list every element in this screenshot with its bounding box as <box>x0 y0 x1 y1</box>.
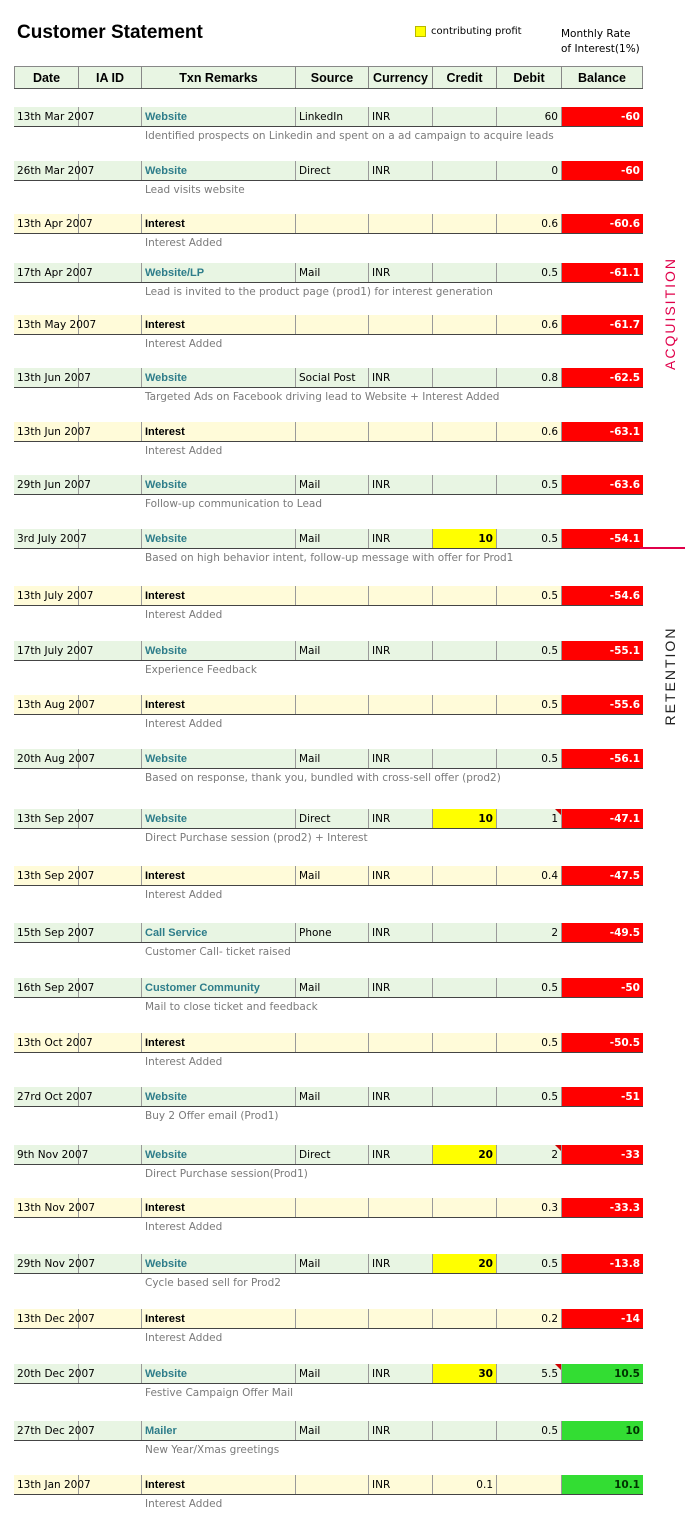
date-cell: 15th Sep 2007 <box>14 923 79 942</box>
source-cell: Mail <box>296 1087 369 1106</box>
credit-cell: 30 <box>433 1364 497 1383</box>
row-remark: Interest Added <box>145 237 223 249</box>
debit-cell: 0.5 <box>497 263 562 282</box>
currency-cell: INR <box>369 1254 433 1273</box>
credit-cell <box>433 107 497 126</box>
debit-cell: 0.5 <box>497 695 562 714</box>
debit-cell: 0.5 <box>497 1033 562 1052</box>
debit-cell: 0.8 <box>497 368 562 387</box>
source-cell: Mail <box>296 1421 369 1440</box>
ia-id-cell <box>79 107 142 126</box>
date-cell: 9th Nov 2007 <box>14 1145 79 1164</box>
source-cell <box>296 1309 369 1328</box>
ia-id-cell <box>79 368 142 387</box>
row-remark: New Year/Xmas greetings <box>145 1444 280 1456</box>
balance-cell: 10.5 <box>562 1364 643 1383</box>
currency-cell <box>369 422 433 441</box>
legend-label: contributing profit <box>431 26 522 37</box>
table-row <box>14 263 643 283</box>
txn-cell: Interest <box>142 1033 296 1052</box>
source-cell: Direct <box>296 161 369 180</box>
ia-id-cell <box>79 866 142 885</box>
ia-id-cell <box>79 695 142 714</box>
date-cell: 20th Aug 2007 <box>14 749 79 768</box>
txn-cell: Interest <box>142 1475 296 1494</box>
row-remark: Direct Purchase session(Prod1) <box>145 1168 308 1180</box>
debit-cell: 0.5 <box>497 1254 562 1273</box>
currency-cell: INR <box>369 368 433 387</box>
table-row <box>14 1309 643 1329</box>
debit-cell: 60 <box>497 107 562 126</box>
credit-cell: 0.1 <box>433 1475 497 1494</box>
txn-cell: Interest <box>142 866 296 885</box>
credit-cell <box>433 214 497 233</box>
debit-cell: 0.2 <box>497 1309 562 1328</box>
balance-cell: -60 <box>562 107 643 126</box>
balance-cell: -61.7 <box>562 315 643 334</box>
date-cell: 27th Dec 2007 <box>14 1421 79 1440</box>
table-row <box>14 695 643 715</box>
txn-cell: Interest <box>142 214 296 233</box>
rate-note <box>561 27 640 57</box>
txn-cell: Website <box>142 368 296 387</box>
txn-cell: Website <box>142 749 296 768</box>
table-row <box>14 529 643 549</box>
row-remark: Interest Added <box>145 1221 223 1233</box>
balance-cell: -33.3 <box>562 1198 643 1217</box>
currency-cell <box>369 214 433 233</box>
header-source: Source <box>296 67 369 88</box>
txn-cell: Website <box>142 475 296 494</box>
table-row <box>14 1087 643 1107</box>
date-cell: 20th Dec 2007 <box>14 1364 79 1383</box>
txn-cell: Website <box>142 1364 296 1383</box>
balance-cell: 10 <box>562 1421 643 1440</box>
credit-cell <box>433 749 497 768</box>
date-cell: 13th Apr 2007 <box>14 214 79 233</box>
txn-cell: Website <box>142 1087 296 1106</box>
row-remark: Cycle based sell for Prod2 <box>145 1277 281 1289</box>
table-row <box>14 161 643 181</box>
balance-cell: -13.8 <box>562 1254 643 1273</box>
balance-cell: -47.1 <box>562 809 643 828</box>
date-cell: 13th Nov 2007 <box>14 1198 79 1217</box>
table-row <box>14 978 643 998</box>
ia-id-cell <box>79 749 142 768</box>
credit-cell <box>433 1033 497 1052</box>
table-row <box>14 809 643 829</box>
currency-cell: INR <box>369 809 433 828</box>
source-cell <box>296 1475 369 1494</box>
txn-cell: Interest <box>142 1309 296 1328</box>
credit-cell: 20 <box>433 1145 497 1164</box>
txn-cell: Website <box>142 529 296 548</box>
legend <box>415 26 522 37</box>
date-cell: 13th May 2007 <box>14 315 79 334</box>
debit-cell: 0.5 <box>497 641 562 660</box>
source-cell: Mail <box>296 749 369 768</box>
table-row <box>14 107 643 127</box>
table-row <box>14 1033 643 1053</box>
rate-note-line2: of Interest(1%) <box>561 43 640 55</box>
ia-id-cell <box>79 422 142 441</box>
balance-cell: -47.5 <box>562 866 643 885</box>
header-currency: Currency <box>369 67 433 88</box>
txn-cell: Website <box>142 1254 296 1273</box>
currency-cell <box>369 315 433 334</box>
row-remark: Identified prospects on Linkedin and spent on a ad campaign to acquire leads <box>145 130 554 142</box>
ia-id-cell <box>79 1254 142 1273</box>
row-remark: Follow-up communication to Lead <box>145 498 323 510</box>
ia-id-cell <box>79 586 142 605</box>
source-cell: Social Post <box>296 368 369 387</box>
table-row <box>14 1364 643 1384</box>
ia-id-cell <box>79 315 142 334</box>
balance-cell: -60.6 <box>562 214 643 233</box>
row-remark: Experience Feedback <box>145 664 257 676</box>
date-cell: 13th Aug 2007 <box>14 695 79 714</box>
row-remark: Based on high behavior intent, follow-up message with offer for Prod1 <box>145 552 514 564</box>
balance-cell: -56.1 <box>562 749 643 768</box>
row-remark: Lead visits website <box>145 184 245 196</box>
row-remark: Targeted Ads on Facebook driving lead to Website + Interest Added <box>145 391 500 403</box>
source-cell: Phone <box>296 923 369 942</box>
currency-cell: INR <box>369 749 433 768</box>
credit-cell <box>433 1421 497 1440</box>
ia-id-cell <box>79 1198 142 1217</box>
date-cell: 13th Mar 2007 <box>14 107 79 126</box>
table-row <box>14 1421 643 1441</box>
rate-note-line1: Monthly Rate <box>561 28 631 40</box>
txn-cell: Mailer <box>142 1421 296 1440</box>
source-cell: Mail <box>296 1254 369 1273</box>
currency-cell <box>369 1309 433 1328</box>
row-remark: Customer Call- ticket raised <box>145 946 291 958</box>
currency-cell: INR <box>369 978 433 997</box>
ia-id-cell <box>79 1145 142 1164</box>
credit-cell <box>433 695 497 714</box>
debit-cell: 1 <box>497 809 562 828</box>
debit-cell: 0.5 <box>497 749 562 768</box>
table-row <box>14 641 643 661</box>
ia-id-cell <box>79 214 142 233</box>
balance-cell: -55.6 <box>562 695 643 714</box>
balance-cell: -33 <box>562 1145 643 1164</box>
date-cell: 13th Sep 2007 <box>14 809 79 828</box>
debit-cell: 0.6 <box>497 422 562 441</box>
date-cell: 13th July 2007 <box>14 586 79 605</box>
source-cell <box>296 695 369 714</box>
debit-cell: 0.3 <box>497 1198 562 1217</box>
row-remark: Festive Campaign Offer Mail <box>145 1387 294 1399</box>
debit-cell: 0.5 <box>497 475 562 494</box>
row-remark: Mail to close ticket and feedback <box>145 1001 318 1013</box>
currency-cell: INR <box>369 866 433 885</box>
row-remark: Interest Added <box>145 609 223 621</box>
txn-cell: Call Service <box>142 923 296 942</box>
txn-cell: Customer Community <box>142 978 296 997</box>
currency-cell: INR <box>369 107 433 126</box>
balance-cell: -54.6 <box>562 586 643 605</box>
date-cell: 13th Jan 2007 <box>14 1475 79 1494</box>
currency-cell <box>369 695 433 714</box>
credit-cell <box>433 586 497 605</box>
currency-cell <box>369 1198 433 1217</box>
ia-id-cell <box>79 1421 142 1440</box>
table-row <box>14 1475 643 1495</box>
table-row <box>14 923 643 943</box>
credit-cell <box>433 641 497 660</box>
debit-cell: 5.5 <box>497 1364 562 1383</box>
debit-cell: 2 <box>497 1145 562 1164</box>
currency-cell: INR <box>369 161 433 180</box>
credit-cell: 20 <box>433 1254 497 1273</box>
ia-id-cell <box>79 263 142 282</box>
balance-cell: 10.1 <box>562 1475 643 1494</box>
row-remark: Interest Added <box>145 718 223 730</box>
txn-cell: Interest <box>142 695 296 714</box>
table-row <box>14 368 643 388</box>
table-header <box>14 66 643 89</box>
legend-swatch <box>415 26 426 37</box>
balance-cell: -54.1 <box>562 529 643 548</box>
currency-cell: INR <box>369 475 433 494</box>
source-cell: Direct <box>296 809 369 828</box>
source-cell: Mail <box>296 978 369 997</box>
currency-cell: INR <box>369 1364 433 1383</box>
ia-id-cell <box>79 1475 142 1494</box>
row-remark: Interest Added <box>145 889 223 901</box>
txn-cell: Website <box>142 641 296 660</box>
header-debit: Debit <box>497 67 562 88</box>
table-row <box>14 1254 643 1274</box>
balance-cell: -49.5 <box>562 923 643 942</box>
source-cell: Mail <box>296 475 369 494</box>
source-cell: Mail <box>296 1364 369 1383</box>
row-remark: Interest Added <box>145 1056 223 1068</box>
table-row <box>14 422 643 442</box>
debit-cell: 0.5 <box>497 978 562 997</box>
row-remark: Lead is invited to the product page (prod1) for interest generation <box>145 286 493 298</box>
header-credit: Credit <box>433 67 497 88</box>
ia-id-cell <box>79 641 142 660</box>
currency-cell: INR <box>369 923 433 942</box>
txn-cell: Website <box>142 107 296 126</box>
table-row <box>14 315 643 335</box>
txn-cell: Interest <box>142 1198 296 1217</box>
source-cell <box>296 315 369 334</box>
acquisition-label: ACQUISITION <box>662 256 678 370</box>
retention-label: RETENTION <box>662 626 678 726</box>
date-cell: 16th Sep 2007 <box>14 978 79 997</box>
currency-cell <box>369 586 433 605</box>
credit-cell <box>433 1087 497 1106</box>
source-cell: Mail <box>296 263 369 282</box>
source-cell: Mail <box>296 641 369 660</box>
balance-cell: -60 <box>562 161 643 180</box>
header-date: Date <box>14 67 79 88</box>
row-remark: Interest Added <box>145 338 223 350</box>
credit-cell <box>433 978 497 997</box>
header-balance: Balance <box>562 67 643 88</box>
credit-cell <box>433 1309 497 1328</box>
txn-cell: Interest <box>142 315 296 334</box>
source-cell <box>296 586 369 605</box>
source-cell: LinkedIn <box>296 107 369 126</box>
txn-cell: Website <box>142 809 296 828</box>
source-cell: Direct <box>296 1145 369 1164</box>
credit-cell <box>433 866 497 885</box>
date-cell: 26th Mar 2007 <box>14 161 79 180</box>
currency-cell <box>369 1033 433 1052</box>
table-row <box>14 1145 643 1165</box>
credit-cell <box>433 368 497 387</box>
date-cell: 3rd July 2007 <box>14 529 79 548</box>
date-cell: 13th Oct 2007 <box>14 1033 79 1052</box>
balance-cell: -63.1 <box>562 422 643 441</box>
balance-cell: -51 <box>562 1087 643 1106</box>
txn-cell: Website <box>142 1145 296 1164</box>
header-ia-id: IA ID <box>79 67 142 88</box>
source-cell <box>296 214 369 233</box>
ia-id-cell <box>79 475 142 494</box>
row-remark: Interest Added <box>145 1498 223 1510</box>
row-remark: Buy 2 Offer email (Prod1) <box>145 1110 279 1122</box>
balance-cell: -14 <box>562 1309 643 1328</box>
debit-cell: 0.5 <box>497 586 562 605</box>
date-cell: 13th Jun 2007 <box>14 422 79 441</box>
phase-divider <box>640 547 685 549</box>
date-cell: 17th July 2007 <box>14 641 79 660</box>
debit-cell: 0.5 <box>497 529 562 548</box>
balance-cell: -55.1 <box>562 641 643 660</box>
currency-cell: INR <box>369 641 433 660</box>
credit-cell <box>433 263 497 282</box>
page-title: Customer Statement <box>17 22 203 43</box>
credit-cell <box>433 475 497 494</box>
table-row <box>14 1198 643 1218</box>
credit-cell <box>433 923 497 942</box>
row-remark: Based on response, thank you, bundled with cross-sell offer (prod2) <box>145 772 501 784</box>
debit-cell: 2 <box>497 923 562 942</box>
table-row <box>14 866 643 886</box>
debit-cell: 0.5 <box>497 1421 562 1440</box>
txn-cell: Interest <box>142 586 296 605</box>
ia-id-cell <box>79 529 142 548</box>
txn-cell: Interest <box>142 422 296 441</box>
balance-cell: -62.5 <box>562 368 643 387</box>
source-cell: Mail <box>296 866 369 885</box>
ia-id-cell <box>79 978 142 997</box>
table-row <box>14 214 643 234</box>
credit-cell: 10 <box>433 529 497 548</box>
table-row <box>14 475 643 495</box>
credit-cell <box>433 1198 497 1217</box>
row-remark: Interest Added <box>145 445 223 457</box>
date-cell: 29th Nov 2007 <box>14 1254 79 1273</box>
row-remark: Direct Purchase session (prod2) + Interest <box>145 832 368 844</box>
credit-cell <box>433 161 497 180</box>
currency-cell: INR <box>369 1421 433 1440</box>
ia-id-cell <box>79 923 142 942</box>
ia-id-cell <box>79 1309 142 1328</box>
balance-cell: -50 <box>562 978 643 997</box>
currency-cell: INR <box>369 1145 433 1164</box>
debit-cell: 0.5 <box>497 1087 562 1106</box>
currency-cell: INR <box>369 1087 433 1106</box>
source-cell <box>296 1033 369 1052</box>
ia-id-cell <box>79 161 142 180</box>
balance-cell: -50.5 <box>562 1033 643 1052</box>
debit-cell <box>497 1475 562 1494</box>
date-cell: 13th Sep 2007 <box>14 866 79 885</box>
table-row <box>14 586 643 606</box>
date-cell: 13th Dec 2007 <box>14 1309 79 1328</box>
ia-id-cell <box>79 1033 142 1052</box>
debit-cell: 0.6 <box>497 315 562 334</box>
table-row <box>14 749 643 769</box>
source-cell <box>296 422 369 441</box>
debit-cell: 0.4 <box>497 866 562 885</box>
debit-cell: 0.6 <box>497 214 562 233</box>
currency-cell: INR <box>369 529 433 548</box>
credit-cell: 10 <box>433 809 497 828</box>
source-cell: Mail <box>296 529 369 548</box>
date-cell: 13th Jun 2007 <box>14 368 79 387</box>
debit-cell: 0 <box>497 161 562 180</box>
currency-cell: INR <box>369 1475 433 1494</box>
txn-cell: Website/LP <box>142 263 296 282</box>
date-cell: 29th Jun 2007 <box>14 475 79 494</box>
ia-id-cell <box>79 1087 142 1106</box>
date-cell: 17th Apr 2007 <box>14 263 79 282</box>
header-txn-remarks: Txn Remarks <box>142 67 296 88</box>
currency-cell: INR <box>369 263 433 282</box>
balance-cell: -63.6 <box>562 475 643 494</box>
balance-cell: -61.1 <box>562 263 643 282</box>
txn-cell: Website <box>142 161 296 180</box>
credit-cell <box>433 422 497 441</box>
row-remark: Interest Added <box>145 1332 223 1344</box>
source-cell <box>296 1198 369 1217</box>
date-cell: 27rd Oct 2007 <box>14 1087 79 1106</box>
credit-cell <box>433 315 497 334</box>
ia-id-cell <box>79 1364 142 1383</box>
ia-id-cell <box>79 809 142 828</box>
